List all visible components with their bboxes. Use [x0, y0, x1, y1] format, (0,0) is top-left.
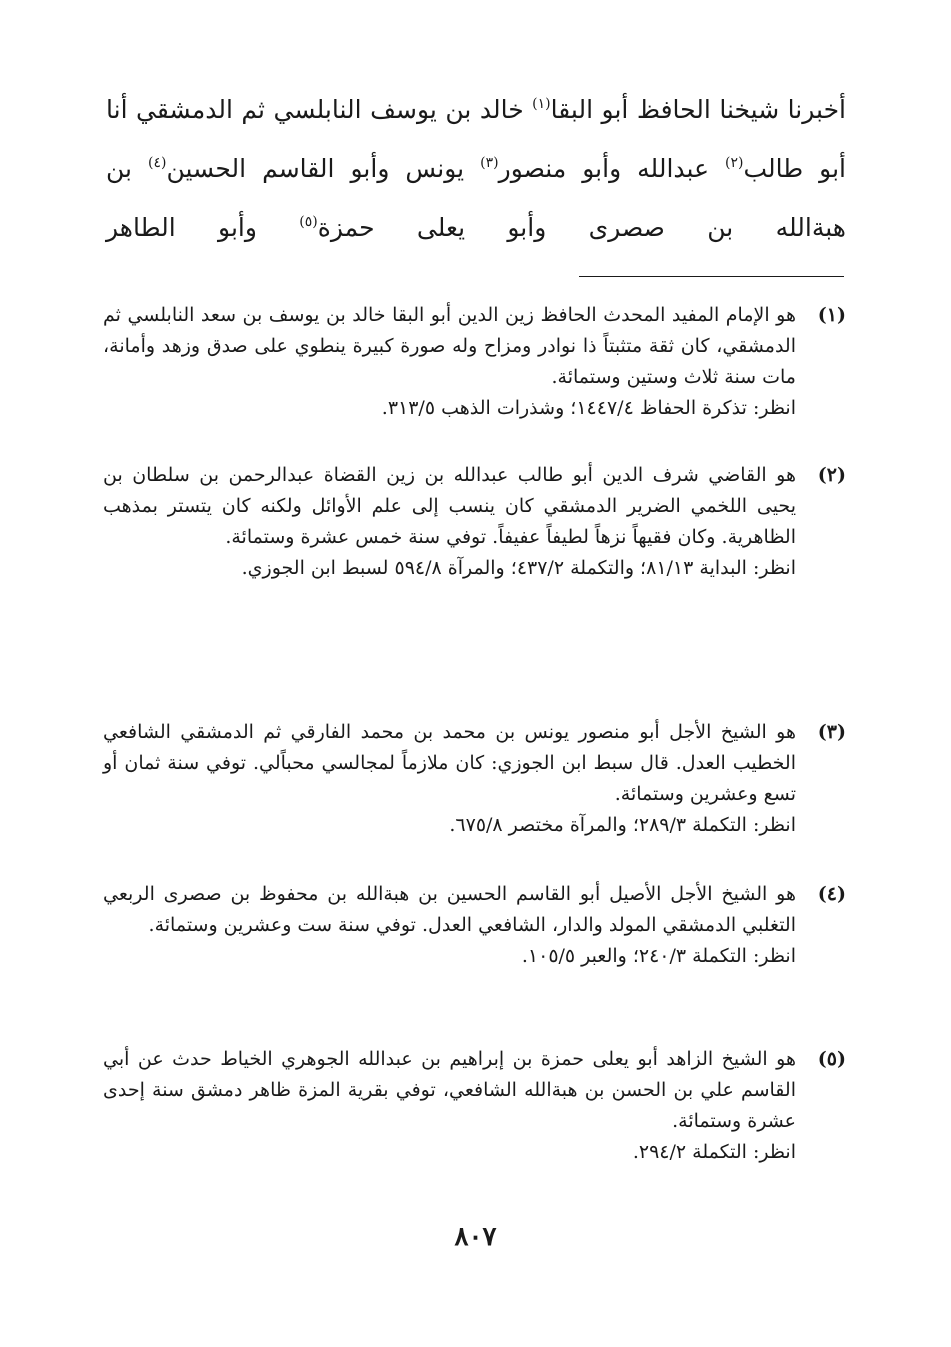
main-text-segment: بن هبةالله بن صصرى وأبو يعلى حمزة — [106, 154, 846, 242]
page-number: ٨٠٧ — [454, 1222, 497, 1252]
footnote-reference: انظر: التكملة ٢٤٠/٣؛ والعبر ١٠٥/٥. — [521, 945, 796, 967]
footnote-ref-marker: (٣) — [480, 155, 499, 171]
footnote-reference: انظر: البداية ٨١/١٣؛ والتكملة ٤٣٧/٢؛ والمرآة ٥٩٤/٨ لسبط ابن الجوزي. — [241, 557, 796, 579]
footnote-5 — [103, 1044, 846, 1164]
footnote-body: هو الشيخ الأجل الأصيل أبو القاسم الحسين بن هبةالله بن محفوظ بن صصرى الربعي التغلبي الدمشقي المولد والدار، الشافعي العدل. توفي سنة ست وعشرين وستمائة. — [103, 883, 796, 936]
main-text-segment: خالد بن يوسف النابلسي ثم الدمشقي أنا أبو طالب — [106, 95, 847, 183]
footnote-number: (١) — [817, 304, 846, 326]
footnote-body: هو الشيخ الزاهد أبو يعلى حمزة بن إبراهيم بن عبدالله الجوهري الخياط حدث عن أبي القاسم علي بن الحسن بن هبةالله الشافعي، توفي بقرية المزة ظاهر دمشق سنة إحدى عشرة وستمائة. — [103, 1048, 796, 1132]
footnote-number: (٥) — [817, 1048, 846, 1070]
footnote-ref-marker: (٤) — [148, 155, 167, 171]
main-text-segment: أخبرنا شيخنا الحافظ أبو البقا — [550, 95, 846, 124]
footnote-body: هو الإمام المفيد المحدث الحافظ زين الدين أبو البقا خالد بن يوسف بن سعد النابلسي ثم الدمشقي، كان ثقة متثبتاً ذا نوادر ومزاح وله صورة كبيرة ينطوي على صدق وزهد وأمانة، مات سنة ثلاث وستين وستمائة. — [103, 304, 796, 388]
footnote-reference: انظر: التكملة ٢٨٩/٣؛ والمرآة مختصر ٦٧٥/٨. — [449, 814, 796, 836]
footnote-4 — [103, 879, 846, 1044]
main-text-paragraph — [106, 80, 846, 257]
footnote-2 — [103, 460, 846, 717]
footnote-reference: انظر: تذكرة الحفاظ ١٤٤٧/٤؛ وشذرات الذهب ٣١٣/٥. — [381, 397, 796, 419]
footnote-number: (٤) — [817, 883, 846, 905]
main-text-segment: يونس وأبو القاسم الحسين — [166, 154, 481, 183]
footnote-body: هو الشيخ الأجل أبو منصور يونس بن محمد بن محمد الفارقي ثم الدمشقي الشافعي الخطيب العدل. قال سبط ابن الجوزي: كان ملازماً لمجالسي محباًلي. توفي سنة ثمان أو تسع وعشرين وستمائة. — [103, 721, 796, 805]
footnote-ref-marker: (٥) — [299, 214, 318, 230]
footnote-reference: انظر: التكملة ٢٩٤/٢. — [632, 1141, 796, 1163]
footnote-number: (٣) — [817, 721, 846, 743]
main-text-segment: وأبو الطاهر — [106, 213, 300, 242]
main-text-segment: عبدالله وأبو منصور — [498, 154, 726, 183]
footnote-1 — [103, 300, 846, 460]
footnote-number: (٢) — [817, 464, 846, 486]
footnotes-list — [103, 300, 846, 1164]
footnote-separator-line — [579, 276, 844, 277]
footnote-body: هو القاضي شرف الدين أبو طالب عبدالله بن زين القضاة عبدالرحمن بن سلطان بن يحيى اللخمي الضرير الدمشقي كان ينسب إلى علم الأوائل ولكنه كان يتستر بمذهب الظاهرية. وكان فقيهاً نزهاً لطيفاً عفيفاً. توفي سنة خمس عشرة وستمائة. — [103, 464, 796, 548]
footnote-ref-marker: (١) — [532, 96, 551, 112]
footnote-3 — [103, 717, 846, 879]
footnote-ref-marker: (٢) — [725, 155, 744, 171]
